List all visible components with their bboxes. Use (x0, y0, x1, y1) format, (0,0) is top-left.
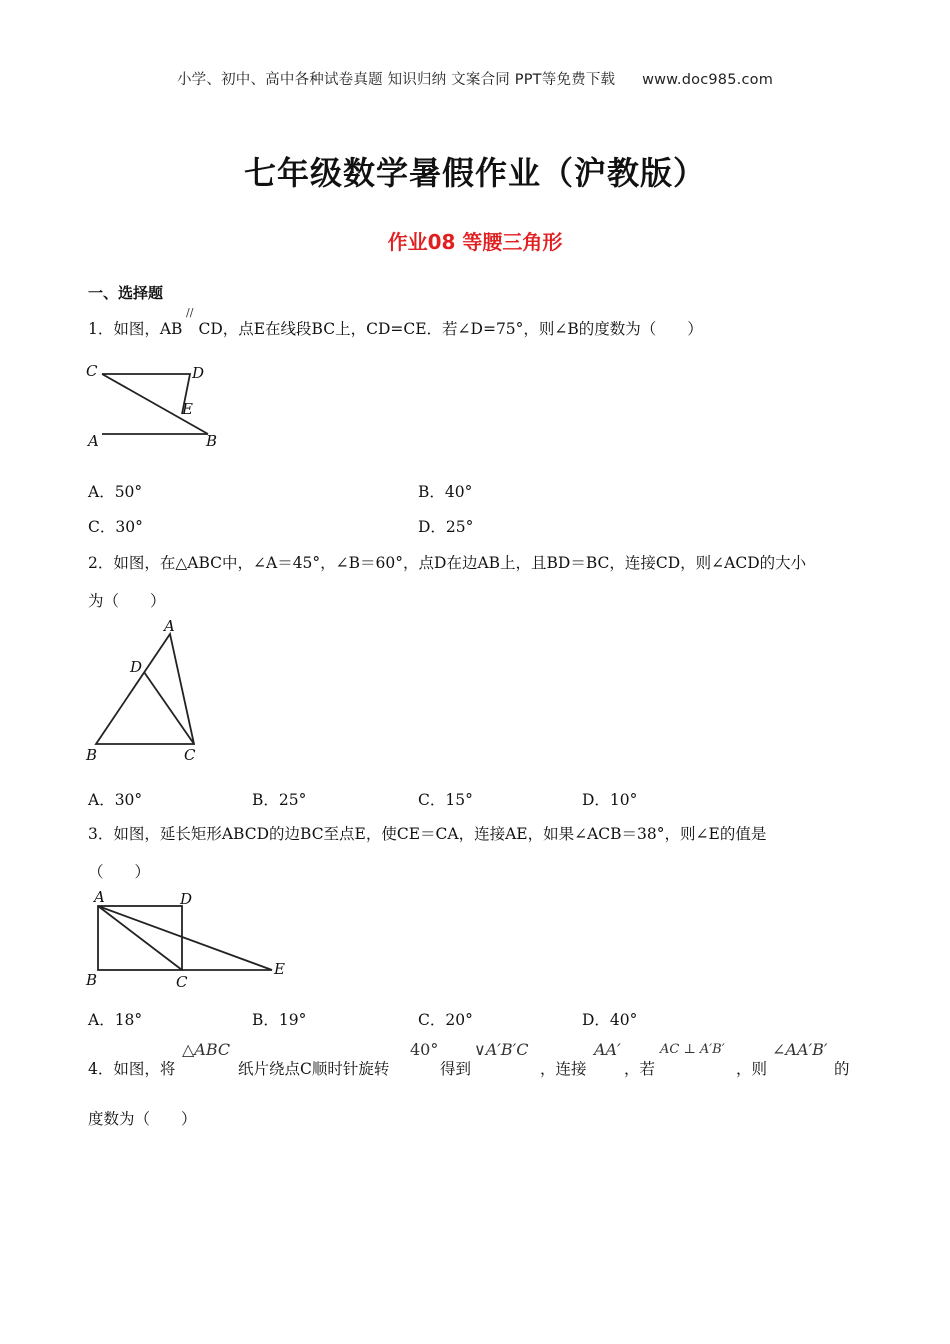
figure-3-label-b: B (86, 971, 98, 989)
banner-url[interactable]: www.doc985.com (642, 72, 774, 88)
question-3-figure (82, 886, 297, 994)
page-title: 七年级数学暑假作业（沪教版） (243, 154, 706, 192)
question-1-option-c[interactable]: C．30° (88, 518, 143, 536)
figure-2-label-c: C (184, 746, 196, 764)
question-1-text (88, 318, 703, 340)
question-2-text-line2: 为（ ） (88, 592, 166, 610)
question-4-part5: ，若 (624, 1060, 656, 1078)
question-4-part4: ，连接 (540, 1060, 587, 1078)
figure-3-label-d: D (180, 890, 193, 908)
figure-2-label-d: D (130, 658, 143, 676)
question-4-part1: 4．如图，将 (88, 1060, 176, 1078)
question-4-part2: 纸片绕点C顺时针旋转 (238, 1060, 390, 1078)
figure-2-triangle (96, 634, 194, 744)
site-banner (0, 68, 950, 89)
figure-1-label-c: C (86, 362, 98, 380)
figure-3-line-ae (98, 906, 272, 970)
question-1-option-d[interactable]: D．25° (418, 518, 474, 536)
question-2-option-b[interactable]: B．25° (252, 791, 307, 809)
question-4-math-angle: 40° (410, 1040, 439, 1059)
banner-text: 小学、初中、高中各种试卷真题 知识归纳 文案合同 PPT等免费下载 (176, 72, 616, 88)
figure-1-label-d: D (192, 364, 205, 382)
parallel-symbol: // (186, 306, 194, 319)
question-4-part6: ，则 (736, 1060, 768, 1078)
question-4-math-segment: AA′ (594, 1040, 621, 1059)
question-1-option-b[interactable]: B．40° (418, 483, 473, 501)
question-3-option-b[interactable]: B．19° (252, 1011, 307, 1029)
question-1-text-b: CD，点E在线段BC上，CD=CE．若∠D=75°，则∠B的度数为（ ） (198, 320, 703, 338)
question-3-text-line1: 3．如图，延长矩形ABCD的边BC至点E，使CE＝CA，连接AE，如果∠ACB＝38°，则∠E的值是 (88, 825, 767, 843)
question-2-option-d[interactable]: D．10° (582, 791, 638, 809)
question-1-figure (84, 356, 244, 456)
figure-1-lines-cde (102, 374, 190, 414)
question-4-math-perpendicular: AC ⊥ A′B′ (660, 1042, 725, 1057)
question-3-option-d[interactable]: D．40° (582, 1011, 638, 1029)
question-4-part7: 的 (834, 1060, 850, 1078)
question-3-option-c[interactable]: C．20° (418, 1011, 473, 1029)
figure-1-label-a: A (88, 432, 99, 450)
figure-2-label-a: A (164, 617, 175, 635)
figure-3-label-a: A (94, 888, 105, 906)
question-1-option-a[interactable]: A．50° (88, 483, 143, 501)
section-title: 一、选择题 (88, 284, 164, 302)
question-4-text-line2: 度数为（ ） (88, 1110, 197, 1128)
question-4-math-target-angle: ∠AA′B′ (772, 1040, 828, 1059)
figure-3-line-ac (98, 906, 182, 970)
figure-2-label-b: B (86, 746, 98, 764)
question-2-option-a[interactable]: A．30° (88, 791, 143, 809)
question-4-math-rotated: ∨A′B′C (474, 1040, 529, 1059)
figure-3-label-c: C (176, 973, 188, 991)
figure-3-label-e: E (274, 960, 285, 978)
question-3-option-a[interactable]: A．18° (88, 1011, 143, 1029)
figure-1-label-b: B (206, 432, 218, 450)
figure-1-label-e: E (182, 400, 193, 418)
question-3-text-line2: （ ） (88, 863, 151, 881)
question-1-text-a: 1．如图，AB (88, 320, 183, 338)
question-2-option-c[interactable]: C．15° (418, 791, 473, 809)
page-subtitle: 作业08 等腰三角形 (387, 230, 563, 254)
question-2-text-line1: 2．如图，在△ABC中，∠A＝45°，∠B＝60°，点D在边AB上，且BD＝BC，连接CD，则∠ACD的大小 (88, 554, 807, 572)
question-4-math-triangle: △ABC (182, 1040, 231, 1059)
question-4-part3: 得到 (440, 1060, 472, 1078)
question-2-figure (82, 614, 212, 764)
